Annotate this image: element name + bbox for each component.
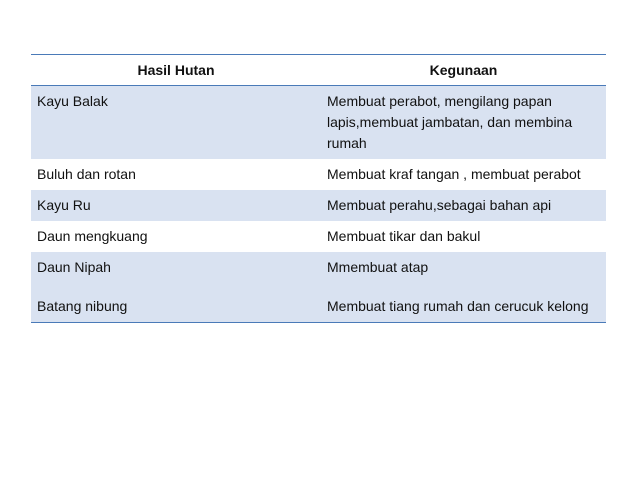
table-body	[31, 86, 606, 323]
cell-hasil: Daun mengkuang	[37, 228, 148, 244]
cell-kegunaan: Membuat perahu,sebagai bahan api	[321, 190, 606, 221]
table-row	[31, 86, 606, 160]
cell-kegunaan: Membuat perabot, mengilang papan lapis,membuat jambatan, dan membina rumah	[321, 86, 606, 160]
table-row	[31, 221, 606, 252]
cell-hasil-batang-nibung: Batang nibung	[37, 298, 128, 314]
forest-products-table-container	[31, 54, 606, 323]
table-row	[31, 190, 606, 221]
cell-kegunaan	[321, 252, 606, 323]
forest-products-table	[31, 54, 606, 323]
table-row	[31, 252, 606, 323]
cell-kegunaan: Membuat tikar dan bakul	[327, 228, 481, 244]
table-header	[31, 55, 606, 86]
cell-hasil	[31, 252, 321, 323]
cell-hasil: Buluh dan rotan	[37, 166, 136, 182]
cell-hasil: Kayu Ru	[31, 190, 321, 221]
table-row	[31, 159, 606, 190]
header-row	[31, 55, 606, 86]
cell-kegunaan: Membuat kraf tangan , membuat perabot	[327, 166, 581, 182]
header-hasil-hutan: Hasil Hutan	[137, 61, 215, 78]
header-kegunaan: Kegunaan	[429, 61, 498, 78]
cell-hasil: Kayu Balak	[31, 86, 321, 160]
cell-kegunaan-batang-nibung: Membuat tiang rumah dan cerucuk kelong	[327, 298, 589, 314]
cell-hasil-daun-nipah: Daun Nipah	[37, 259, 111, 275]
cell-kegunaan-daun-nipah: Mmembuat atap	[327, 259, 429, 275]
